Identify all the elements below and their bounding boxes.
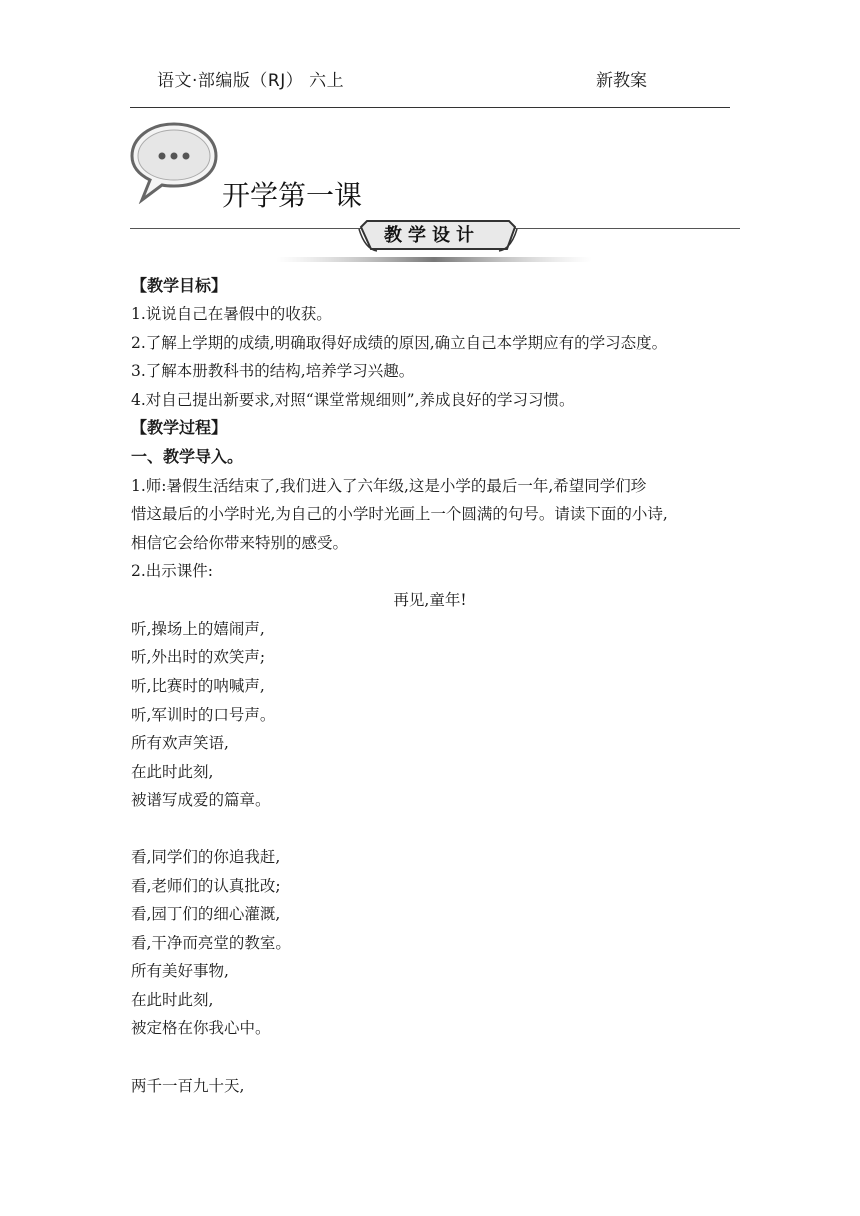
poem-line: 看,干净而亮堂的教室。	[131, 934, 291, 952]
poem-line: 所有欢声笑语,	[131, 734, 229, 752]
poem-line: 看,老师们的认真批改;	[131, 877, 281, 895]
lesson-title: 开学第一课	[222, 179, 363, 212]
section-heading: 一、教学导入。	[131, 447, 244, 466]
poem-line: 看,同学们的你追我赶,	[131, 848, 281, 866]
objectives-heading: 【教学目标】	[131, 276, 228, 295]
objective-item: 2.了解上学期的成绩,明确取得好成绩的原因,确立自己本学期应有的学习态度。	[131, 334, 668, 352]
objective-item: 1.说说自己在暑假中的收获。	[131, 305, 332, 323]
paragraph-line: 惜这最后的小学时光,为自己的小学时光画上一个圆满的句号。请读下面的小诗,	[131, 505, 668, 523]
poem-line: 被谱写成爱的篇章。	[131, 791, 271, 809]
banner-label: 教学设计	[384, 225, 480, 246]
objective-item: 4.对自己提出新要求,对照“课堂常规细则”,养成良好的学习习惯。	[131, 391, 575, 409]
objective-item: 3.了解本册教科书的结构,培养学习兴趣。	[131, 362, 415, 380]
poem-line: 听,外出时的欢笑声;	[131, 648, 266, 666]
process-heading: 【教学过程】	[131, 418, 228, 437]
poem-title: 再见,童年!	[393, 591, 467, 609]
poem-line: 听,军训时的口号声。	[131, 706, 276, 724]
poem-line: 看,园丁们的细心灌溉,	[131, 905, 281, 923]
header-rule	[130, 107, 730, 108]
header-doc-type: 新教案	[596, 71, 647, 91]
poem-line: 两千一百九十天,	[131, 1077, 245, 1095]
poem-line: 所有美好事物,	[131, 962, 229, 980]
poem-line: 在此时此刻,	[131, 991, 214, 1009]
paragraph-line: 1.师:暑假生活结束了,我们进入了六年级,这是小学的最后一年,希望同学们珍	[131, 477, 647, 495]
poem-line: 被定格在你我心中。	[131, 1019, 271, 1037]
speech-bubble-icon	[128, 120, 220, 204]
paragraph-line: 2.出示课件:	[131, 562, 214, 580]
banner-shadow	[276, 257, 592, 262]
poem-line: 听,操场上的嬉闹声,	[131, 620, 265, 638]
paragraph-line: 相信它会给你带来特别的感受。	[131, 534, 349, 552]
poem-line: 在此时此刻,	[131, 763, 214, 781]
header-subject: 语文·部编版（RJ） 六上	[157, 71, 345, 91]
poem-line: 听,比赛时的呐喊声,	[131, 677, 265, 695]
